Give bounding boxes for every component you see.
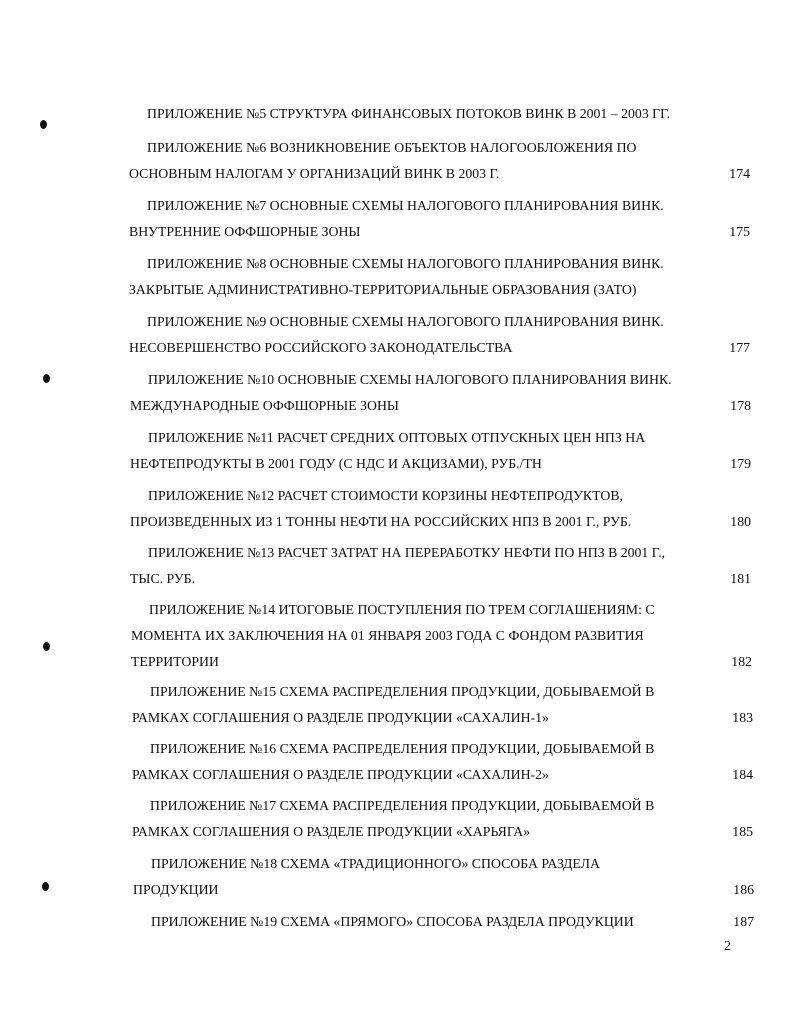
toc-entry-title: ПРИЛОЖЕНИЕ №9 ОСНОВНЫЕ СХЕМЫ НАЛОГОВОГО ПЛАНИРОВАНИЯ ВИНК.	[147, 314, 664, 329]
toc-entry-title-continued: ПРОДУКЦИИ	[133, 882, 219, 897]
toc-entry-page: 181	[730, 571, 751, 586]
toc-entry-title-continued: ТЫС. РУБ.	[130, 571, 196, 586]
toc-entry-page: 183	[732, 710, 753, 725]
toc-entry-title-continued: ВНУТРЕННИЕ ОФФШОРНЫЕ ЗОНЫ	[129, 224, 361, 239]
toc-entry-page: 174	[729, 166, 750, 181]
toc-entry-title: ПРИЛОЖЕНИЕ №13 РАСЧЕТ ЗАТРАТ НА ПЕРЕРАБОТКУ НЕФТИ ПО НПЗ В 2001 Г.,	[148, 545, 666, 560]
toc-entry[interactable]	[129, 193, 750, 245]
toc-entry[interactable]	[129, 101, 750, 127]
toc-entry-title-continued: НЕФТЕПРОДУКТЫ В 2001 ГОДУ (С НДС И АКЦИЗАМИ), РУБ./ТН	[130, 456, 542, 471]
toc-entry[interactable]	[132, 793, 753, 845]
toc-entry-page: 187	[733, 914, 754, 929]
toc-entry-page: 180	[730, 514, 751, 529]
binding-hole-mark	[42, 882, 49, 891]
binding-hole-mark	[43, 374, 50, 383]
toc-entry[interactable]	[131, 597, 752, 675]
toc-entry-title-continued: МЕЖДУНАРОДНЫЕ ОФФШОРНЫЕ ЗОНЫ	[130, 398, 399, 413]
toc-entry-page: 179	[730, 456, 751, 471]
toc-entry[interactable]	[129, 309, 750, 361]
toc-entry[interactable]	[132, 679, 753, 731]
toc-entry-title-continued: ОСНОВНЫМ НАЛОГАМ У ОРГАНИЗАЦИЙ ВИНК В 2003 Г.	[129, 166, 500, 181]
toc-entry-title-continued: ТЕРРИТОРИИ	[131, 654, 219, 669]
toc-entry-title-continued: ЗАКРЫТЫЕ АДМИНИСТРАТИВНО-ТЕРРИТОРИАЛЬНЫЕ ОБРАЗОВАНИЯ (ЗАТО)	[129, 282, 637, 297]
toc-entry-page: 177	[729, 340, 750, 355]
binding-hole-mark	[43, 642, 50, 651]
toc-entry-title: ПРИЛОЖЕНИЕ №11 РАСЧЕТ СРЕДНИХ ОПТОВЫХ ОТПУСКНЫХ ЦЕН НПЗ НА	[148, 430, 646, 445]
toc-entry-title-continued: МОМЕНТА ИХ ЗАКЛЮЧЕНИЯ НА 01 ЯНВАРЯ 2003 ГОДА С ФОНДОМ РАЗВИТИЯ	[131, 628, 644, 643]
toc-entry-title: ПРИЛОЖЕНИЕ №16 СХЕМА РАСПРЕДЕЛЕНИЯ ПРОДУКЦИИ, ДОБЫВАЕМОЙ В	[150, 741, 655, 756]
toc-entry[interactable]	[129, 251, 750, 303]
toc-entry[interactable]	[129, 135, 750, 187]
toc-entry-title-continued: РАМКАХ СОГЛАШЕНИЯ О РАЗДЕЛЕ ПРОДУКЦИИ «ХАРЬЯГА»	[132, 824, 531, 839]
toc-entry[interactable]	[132, 736, 753, 788]
toc-entry-page: 184	[732, 767, 753, 782]
toc-entry-page: 175	[729, 224, 750, 239]
toc-entry-title: ПРИЛОЖЕНИЕ №8 ОСНОВНЫЕ СХЕМЫ НАЛОГОВОГО ПЛАНИРОВАНИЯ ВИНК.	[147, 256, 664, 271]
toc-entry[interactable]	[133, 851, 754, 903]
toc-entry-page: 178	[730, 398, 751, 413]
toc-entry[interactable]	[130, 483, 751, 535]
toc-entry[interactable]	[130, 425, 751, 477]
toc-entry-page: 186	[733, 882, 754, 897]
toc-entry[interactable]	[130, 367, 751, 419]
toc-entry-title-continued: ПРОИЗВЕДЕННЫХ ИЗ 1 ТОННЫ НЕФТИ НА РОССИЙСКИХ НПЗ В 2001 Г., РУБ.	[130, 514, 632, 529]
toc-entry-title: ПРИЛОЖЕНИЕ №14 ИТОГОВЫЕ ПОСТУПЛЕНИЯ ПО ТРЕМ СОГЛАШЕНИЯМ: С	[149, 602, 655, 617]
toc-entry-title-continued: НЕСОВЕРШЕНСТВО РОССИЙСКОГО ЗАКОНОДАТЕЛЬСТВА	[129, 340, 513, 355]
toc-entry-title: ПРИЛОЖЕНИЕ №5 СТРУКТУРА ФИНАНСОВЫХ ПОТОКОВ ВИНК В 2001 – 2003 ГГ.	[147, 106, 671, 121]
toc-entry-title-continued: РАМКАХ СОГЛАШЕНИЯ О РАЗДЕЛЕ ПРОДУКЦИИ «САХАЛИН-1»	[132, 710, 549, 725]
toc-entry-title: ПРИЛОЖЕНИЕ №15 СХЕМА РАСПРЕДЕЛЕНИЯ ПРОДУКЦИИ, ДОБЫВАЕМОЙ В	[150, 684, 655, 699]
toc-entry-title: ПРИЛОЖЕНИЕ №6 ВОЗНИКНОВЕНИЕ ОБЪЕКТОВ НАЛОГООБЛОЖЕНИЯ ПО	[147, 140, 637, 155]
toc-entry[interactable]	[130, 540, 751, 592]
toc-entry[interactable]	[133, 909, 754, 935]
toc-entry-title: ПРИЛОЖЕНИЕ №12 РАСЧЕТ СТОИМОСТИ КОРЗИНЫ НЕФТЕПРОДУКТОВ,	[148, 488, 623, 503]
toc-entry-title: ПРИЛОЖЕНИЕ №7 ОСНОВНЫЕ СХЕМЫ НАЛОГОВОГО ПЛАНИРОВАНИЯ ВИНК.	[147, 198, 664, 213]
toc-entry-title: ПРИЛОЖЕНИЕ №18 СХЕМА «ТРАДИЦИОННОГО» СПОСОБА РАЗДЕЛА	[151, 856, 600, 871]
toc-entry-page: 182	[731, 654, 752, 669]
binding-hole-mark	[40, 120, 47, 129]
toc-entry-title: ПРИЛОЖЕНИЕ №19 СХЕМА «ПРЯМОГО» СПОСОБА РАЗДЕЛА ПРОДУКЦИИ	[151, 914, 634, 929]
toc-entry-title: ПРИЛОЖЕНИЕ №10 ОСНОВНЫЕ СХЕМЫ НАЛОГОВОГО ПЛАНИРОВАНИЯ ВИНК.	[148, 372, 672, 387]
toc-entry-title: ПРИЛОЖЕНИЕ №17 СХЕМА РАСПРЕДЕЛЕНИЯ ПРОДУКЦИИ, ДОБЫВАЕМОЙ В	[150, 798, 655, 813]
page-number: 2	[724, 939, 731, 954]
toc-entry-title-continued: РАМКАХ СОГЛАШЕНИЯ О РАЗДЕЛЕ ПРОДУКЦИИ «САХАЛИН-2»	[132, 767, 549, 782]
toc-entry-page: 185	[732, 824, 753, 839]
